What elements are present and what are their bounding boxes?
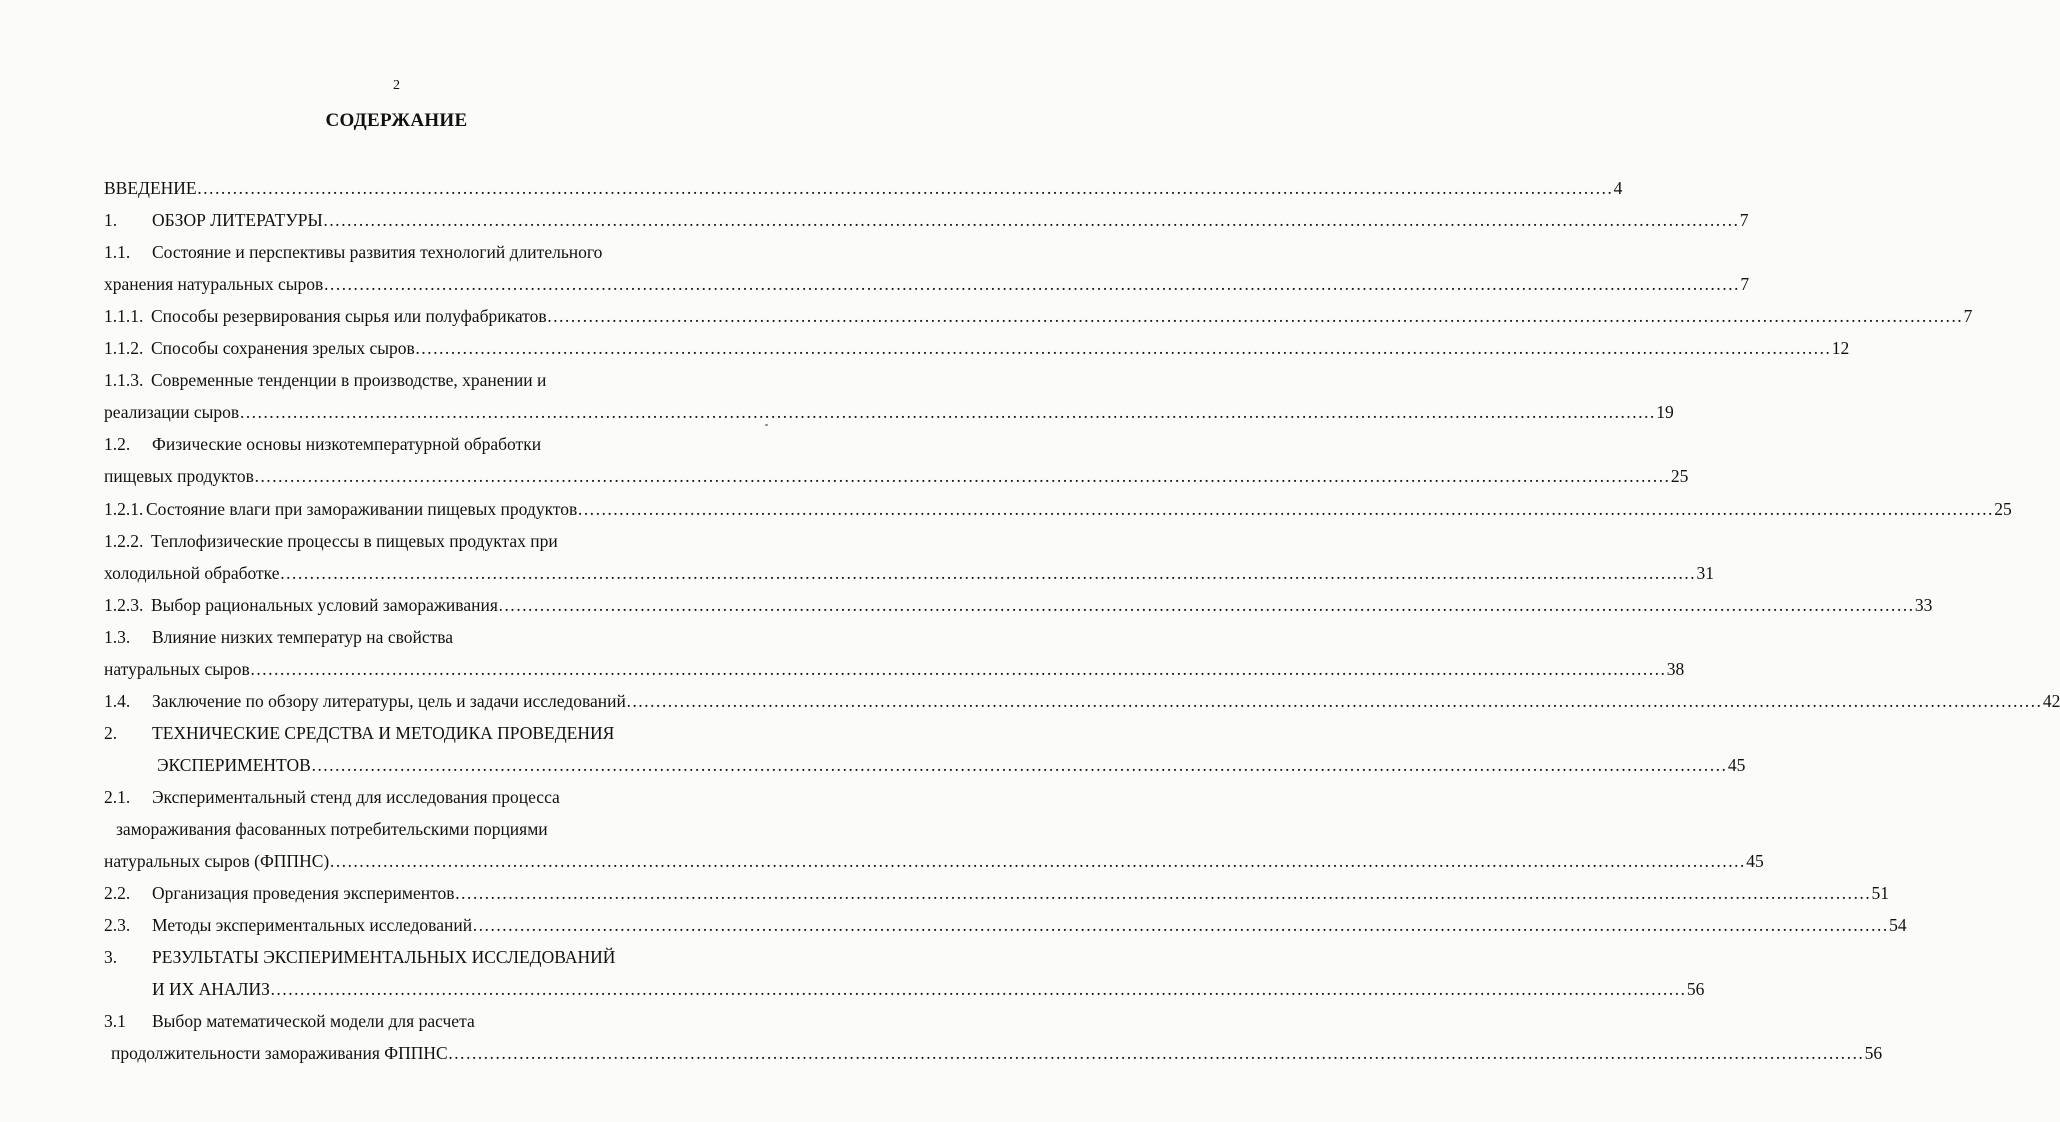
toc-entry bbox=[104, 368, 725, 392]
toc-entry bbox=[152, 753, 1746, 777]
toc-entry-number: 2.2. bbox=[104, 883, 131, 903]
toc-entry-title: хранения натуральных сыров bbox=[104, 274, 324, 294]
toc-entry-page: 7 bbox=[1739, 210, 1749, 230]
toc-entry-title: Методы экспериментальных исследований bbox=[152, 915, 473, 935]
toc-entry-page: 56 bbox=[1686, 979, 1705, 999]
toc-entry-number: 1.2.2. bbox=[104, 531, 144, 551]
toc-entry-page: 56 bbox=[1864, 1043, 1883, 1063]
toc-entry-number: 2.1. bbox=[104, 787, 131, 807]
toc-entry-title: продолжительности замораживания ФППНС bbox=[111, 1043, 448, 1063]
toc-dot-leader: …………………………………………………………………………………………………………………………………………………………………………………………………………………… bbox=[414, 338, 1831, 358]
toc-entry-page: 25 bbox=[1994, 499, 2012, 519]
toc-entry-title: ЭКСПЕРИМЕНТОВ bbox=[157, 755, 311, 775]
toc-entry bbox=[104, 817, 725, 841]
toc-dot-leader: …………………………………………………………………………………………………………………………………………………………………………………………………………………… bbox=[239, 402, 1656, 422]
toc-entry bbox=[104, 721, 725, 745]
toc-entry-title: ВВЕДЕНИЕ bbox=[104, 178, 197, 198]
toc-entry-title: пищевых продуктов bbox=[104, 466, 254, 486]
toc-entry-number: 1.4. bbox=[104, 691, 131, 711]
toc-entry bbox=[104, 240, 725, 264]
toc-dot-leader: …………………………………………………………………………………………………………………………………………………………………………………………………………………… bbox=[253, 466, 1670, 486]
toc-dot-leader: …………………………………………………………………………………………………………………………………………………………………………………………………………………… bbox=[196, 178, 1613, 198]
toc-entry-title: Организация проведения экспериментов bbox=[152, 883, 455, 903]
toc-entry-page: 51 bbox=[1871, 883, 1890, 903]
toc-entry bbox=[104, 432, 725, 456]
toc-entry-title: Экспериментальный стенд для исследования процесса bbox=[152, 787, 560, 807]
toc-entry-page: 38 bbox=[1666, 659, 1685, 679]
toc-entry-page: 31 bbox=[1696, 563, 1714, 583]
toc-entry-title: Состояние влаги при замораживании пищевых продуктов bbox=[146, 499, 578, 519]
toc-entry-title: РЕЗУЛЬТАТЫ ЭКСПЕРИМЕНТАЛЬНЫХ ИССЛЕДОВАНИЙ bbox=[152, 947, 616, 967]
toc-entry-number: 3. bbox=[104, 947, 118, 967]
toc-entry bbox=[104, 400, 1674, 424]
toc-entry bbox=[104, 497, 2012, 521]
toc-dot-leader: …………………………………………………………………………………………………………………………………………………………………………………………………………………… bbox=[454, 883, 1871, 903]
toc-dot-leader: …………………………………………………………………………………………………………………………………………………………………………………………………………………… bbox=[329, 851, 1746, 871]
toc-entry-number: 1.1.1. bbox=[104, 306, 144, 326]
toc-entry-title: Влияние низких температур на свойства bbox=[152, 627, 454, 647]
page-title: СОДЕРЖАНИЕ bbox=[325, 110, 468, 131]
toc-entry-page: 45 bbox=[1746, 851, 1764, 871]
toc-entry-title: Современные тенденции в производстве, хранении и bbox=[151, 370, 547, 390]
toc-dot-leader: …………………………………………………………………………………………………………………………………………………………………………………………………………………… bbox=[323, 274, 1740, 294]
toc-dot-leader: …………………………………………………………………………………………………………………………………………………………………………………………………………………… bbox=[497, 595, 1914, 615]
toc-entry bbox=[104, 176, 1623, 200]
scan-speck bbox=[765, 424, 768, 426]
toc-entry-title: натуральных сыров (ФППНС) bbox=[104, 851, 330, 871]
toc-dot-leader: …………………………………………………………………………………………………………………………………………………………………………………………………………………… bbox=[310, 755, 1727, 775]
toc-entry-number: 1.2. bbox=[104, 434, 131, 454]
toc-entry-number: 1.1.3. bbox=[104, 370, 144, 390]
toc-entry-title: Теплофизические процессы в пищевых продуктах при bbox=[151, 531, 558, 551]
toc-entry bbox=[104, 881, 1890, 905]
toc-dot-leader: …………………………………………………………………………………………………………………………………………………………………………………………………………………… bbox=[249, 659, 1666, 679]
toc-entry-title: И ИХ АНАЛИЗ bbox=[152, 979, 270, 999]
toc-dot-leader: …………………………………………………………………………………………………………………………………………………………………………………………………………………… bbox=[279, 563, 1696, 583]
toc-entry bbox=[104, 1009, 725, 1033]
toc-dot-leader: …………………………………………………………………………………………………………………………………………………………………………………………………………………… bbox=[625, 691, 2042, 711]
toc-entry bbox=[104, 529, 725, 553]
toc-entry bbox=[104, 336, 1850, 360]
toc-entry bbox=[104, 561, 1714, 585]
toc-entry-title: Выбор рациональных условий замораживания bbox=[151, 595, 498, 615]
toc-entry-page: 42 bbox=[2042, 691, 2060, 711]
toc-entry bbox=[104, 785, 725, 809]
toc-entry-number: 1.3. bbox=[104, 627, 131, 647]
toc-entry bbox=[104, 657, 1685, 681]
toc-dot-leader: …………………………………………………………………………………………………………………………………………………………………………………………………………………… bbox=[472, 915, 1889, 935]
toc-entry bbox=[104, 849, 1764, 873]
toc-entry bbox=[104, 208, 1749, 232]
toc-entry-page: 4 bbox=[1613, 178, 1623, 198]
toc-entry-page: 7 bbox=[1963, 306, 1973, 326]
toc-entry-number: 1.2.3. bbox=[104, 595, 144, 615]
toc-entry bbox=[104, 272, 1750, 296]
toc-entry-title: реализации сыров bbox=[104, 402, 240, 422]
toc-entry bbox=[104, 625, 725, 649]
toc-dot-leader: …………………………………………………………………………………………………………………………………………………………………………………………………………………… bbox=[577, 499, 1994, 519]
toc-entry-number: 1.1.2. bbox=[104, 338, 144, 358]
toc-entry-number: 2. bbox=[104, 723, 118, 743]
toc-dot-leader: …………………………………………………………………………………………………………………………………………………………………………………………………………………… bbox=[546, 306, 1963, 326]
toc-entry bbox=[104, 1041, 1883, 1065]
toc-entry-page: 54 bbox=[1889, 915, 1907, 935]
toc-entry bbox=[104, 945, 725, 969]
toc-entry-page: 12 bbox=[1831, 338, 1850, 358]
toc-entry bbox=[104, 304, 1973, 328]
toc-entry-page: 19 bbox=[1656, 402, 1674, 422]
toc-entry bbox=[104, 464, 1689, 488]
toc-entry bbox=[104, 593, 1933, 617]
toc-entry-page: 33 bbox=[1914, 595, 1933, 615]
toc-entry-page: 45 bbox=[1727, 755, 1746, 775]
toc-entry-title: Физические основы низкотемпературной обработки bbox=[152, 434, 542, 454]
toc-dot-leader: …………………………………………………………………………………………………………………………………………………………………………………………………………………… bbox=[322, 210, 1739, 230]
toc-dot-leader: …………………………………………………………………………………………………………………………………………………………………………………………………………………… bbox=[447, 1043, 1864, 1063]
toc-entry-title: Состояние и перспективы развития технологий длительного bbox=[152, 242, 603, 262]
toc-entry-title: замораживания фасованных потребительскими порциями bbox=[116, 819, 548, 839]
toc-entry-page: 25 bbox=[1670, 466, 1689, 486]
toc-entry-title: натуральных сыров bbox=[104, 659, 250, 679]
toc-entry bbox=[104, 913, 1907, 937]
toc-entry-number: 2.3. bbox=[104, 915, 131, 935]
toc-entry-title: ТЕХНИЧЕСКИЕ СРЕДСТВА И МЕТОДИКА ПРОВЕДЕНИЯ bbox=[152, 723, 615, 743]
toc-entry-title: Выбор математической модели для расчета bbox=[152, 1011, 475, 1031]
toc-entry-title: Способы сохранения зрелых сыров bbox=[151, 338, 415, 358]
toc-entry-number: 3.1 bbox=[104, 1011, 126, 1031]
toc-entry-title: холодильной обработке bbox=[104, 563, 280, 583]
page-number: 2 bbox=[393, 78, 400, 93]
toc-entry-title: ОБЗОР ЛИТЕРАТУРЫ bbox=[152, 210, 323, 230]
toc-entry bbox=[152, 977, 1705, 1001]
toc-entry-title: Способы резервирования сырья или полуфабрикатов bbox=[151, 306, 547, 326]
toc-entry-page: 7 bbox=[1740, 274, 1750, 294]
toc-entry bbox=[104, 689, 2060, 713]
toc-entry-number: 1.1. bbox=[104, 242, 131, 262]
toc-dot-leader: …………………………………………………………………………………………………………………………………………………………………………………………………………………… bbox=[269, 979, 1686, 999]
toc-entry-number: 1.2.1. bbox=[104, 499, 144, 519]
toc-entry-number: 1. bbox=[104, 210, 118, 230]
toc-entry-title: Заключение по обзору литературы, цель и задачи исследований bbox=[152, 691, 626, 711]
